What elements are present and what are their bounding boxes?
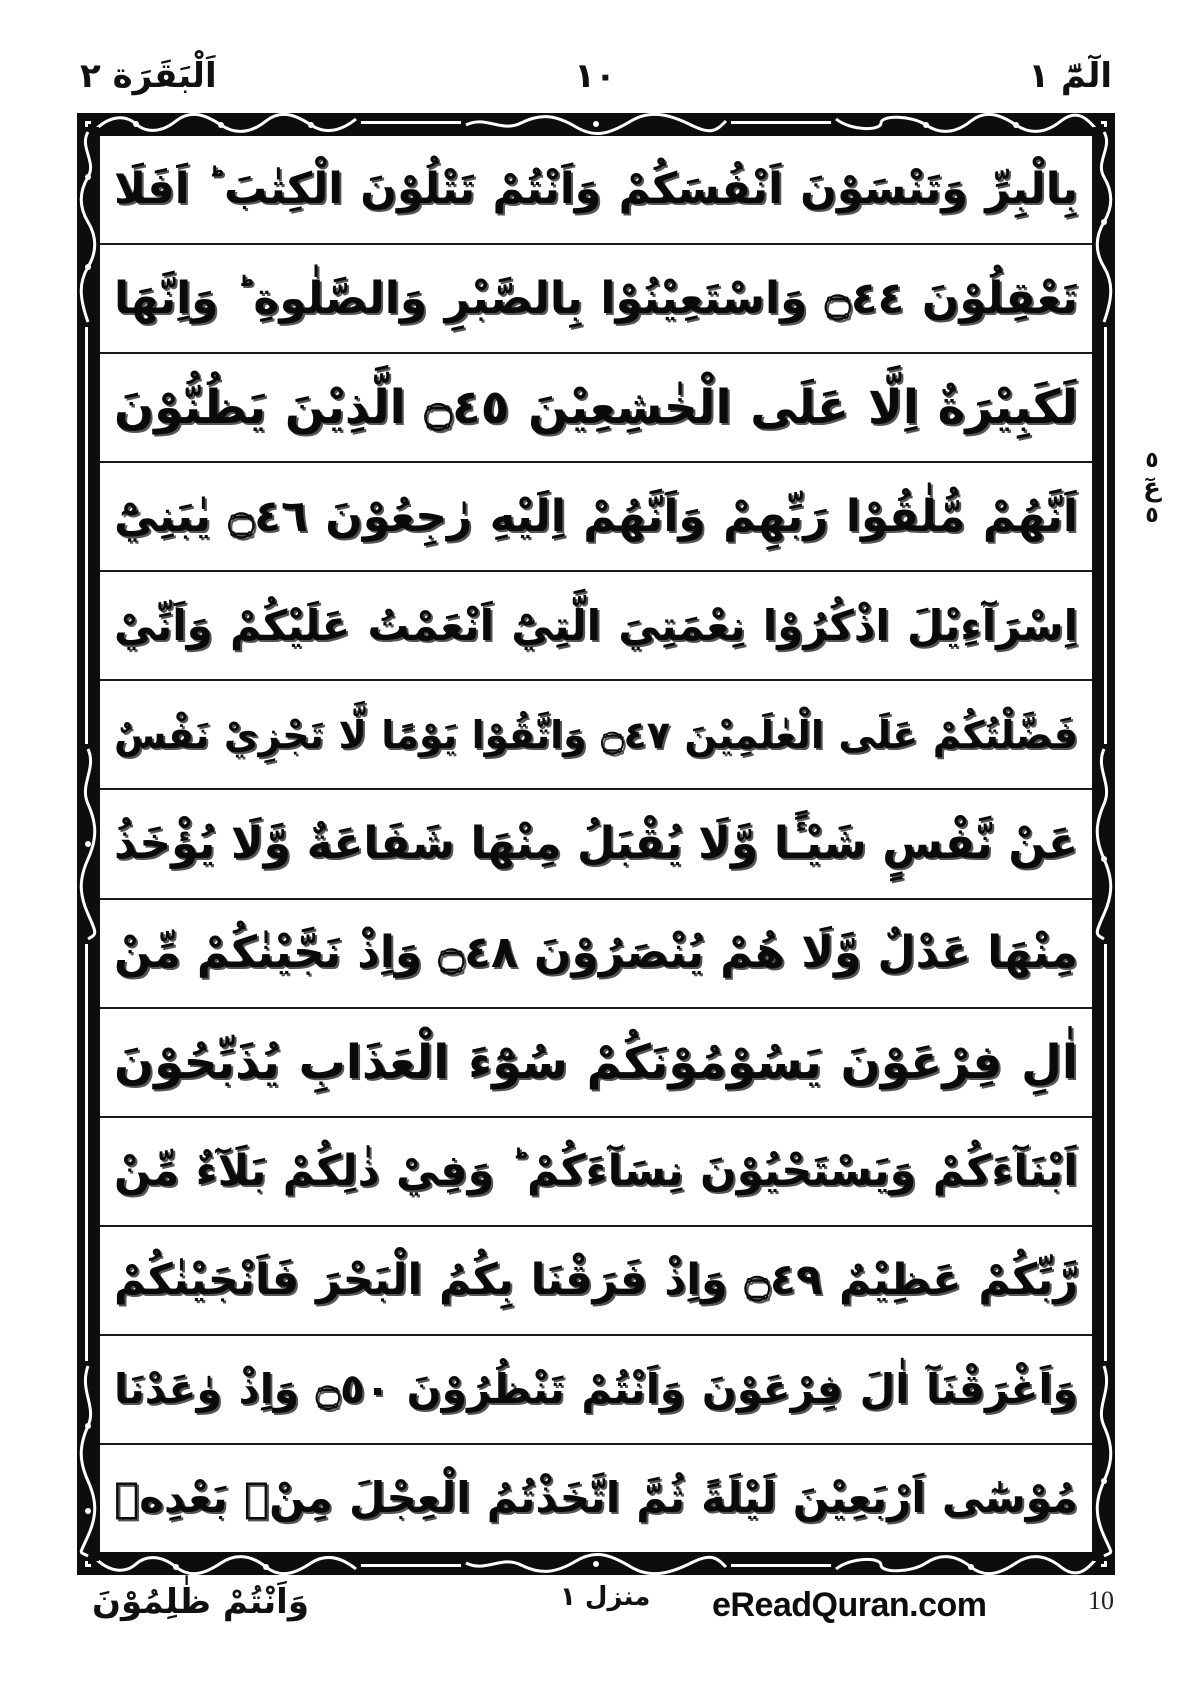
ruku-number-top: ٥ [1145,448,1159,473]
line-text: تَعْقِلُوْنَ ۝٤٤ وَاسْتَعِيْنُوْا بِالصَّبْرِ وَالصَّلٰوةِ ؕ وَاِنَّهَا [114,272,1078,324]
line-text: فَضَّلْتُكُمْ عَلَى الْعٰلَمِيْنَ ۝٤٧ وَاتَّقُوْا يَوْمًا لَّا تَجْزِيْ نَفْسٌ [114,712,1078,757]
ornament-left-bottom [77,1361,99,1561]
text-line [100,681,1092,790]
text-line [100,245,1092,354]
line-text: لَكَبِيْرَةٌ اِلَّا عَلَى الْخٰشِعِيْنَ ۝٤٥ الَّذِيْنَ يَظُنُّوْنَ [114,380,1078,436]
text-line [100,790,1092,899]
site-watermark: eReadQuran.com [712,1586,987,1624]
text-line [100,136,1092,245]
ornament-right-middle [1093,744,1115,944]
ornament-bottom-right [831,1553,1101,1575]
ornament-left-top [77,127,99,327]
line-text: اِسْرَآءِيْلَ اذْكُرُوْا نِعْمَتِيَ الَّتِيْٓ اَنْعَمْتُ عَلَيْكُمْ وَاَنِّيْ [114,600,1078,650]
line-text: اَنَّهُمْ مُّلٰقُوْا رَبِّهِمْ وَاَنَّهُمْ اِلَيْهِ رٰجِعُوْنَ ۝٤٦ يٰبَنِيْٓ [114,490,1078,542]
catchword: وَاَنْتُمْ ظٰلِمُوْنَ [92,1582,309,1622]
line-text: مُوْسٰٓى اَرْبَعِيْنَ لَيْلَةً ثُمَّ اتَّخَذْتُمُ الْعِجْلَ مِنْۢ بَعْدِهٖ [114,1473,1078,1523]
text-line [100,1009,1092,1118]
ruku-symbol: عٓ [1143,473,1161,503]
line-text: بِالْبِرِّ وَتَنْسَوْنَ اَنْفُسَكُمْ وَاَنْتُمْ تَتْلُوْنَ الْكِتٰبَ ؕ اَفَلَا [114,164,1078,215]
text-line [100,1118,1092,1227]
text-line [100,1227,1092,1336]
ornament-top-middle [461,113,731,135]
juz-name: الٓمّٓ ١ [1028,56,1112,96]
ruku-marker [1128,448,1176,558]
line-text: مِنْهَا عَدْلٌ وَّلَا هُمْ يُنْصَرُوْنَ ۝٤٨ وَاِذْ نَجَّيْنٰكُمْ مِّنْ [114,927,1078,979]
ruku-number-bottom: ٥ [1145,503,1159,528]
line-text: عَنْ نَّفْسٍ شَيْـًٔا وَّلَا يُقْبَلُ مِنْهَا شَفَاعَةٌ وَّلَا يُؤْخَذُ [114,818,1078,869]
ornament-top-left [91,113,361,135]
surah-name: اَلْبَقَرَة ٢ [80,56,217,96]
text-line [100,572,1092,681]
ornamental-frame [77,113,1115,1575]
line-text: وَاَغْرَقْنَآ اٰلَ فِرْعَوْنَ وَاَنْتُمْ تَنْظُرُوْنَ ۝٥٠ وَاِذْ وٰعَدْنَا [114,1364,1079,1413]
text-line [100,354,1092,463]
manzil-label: منزل ١ [560,1582,651,1612]
ornament-right-top [1093,127,1115,327]
page-number-arabic: ١٠ [574,56,616,96]
ornament-bottom-middle [461,1553,731,1575]
quran-lines [100,136,1092,1552]
ornament-right-bottom [1093,1361,1115,1561]
page-number: 10 [1088,1586,1114,1615]
ornament-top-right [831,113,1101,135]
text-line [100,1445,1092,1552]
line-text: اَبْنَآءَكُمْ وَيَسْتَحْيُوْنَ نِسَآءَكُمْ ؕ وَفِيْ ذٰلِكُمْ بَلَآءٌ مِّنْ [114,1145,1078,1196]
text-line [100,900,1092,1009]
text-area [100,136,1092,1552]
ornament-bottom-left [91,1553,361,1575]
ornament-left-middle [77,744,99,944]
page-footer [0,1582,1190,1642]
text-line [100,1336,1092,1445]
line-text: اٰلِ فِرْعَوْنَ يَسُوْمُوْنَكُمْ سُوْٓءَ الْعَذَابِ يُذَبِّحُوْنَ [114,1034,1078,1090]
page-header [0,50,1190,110]
line-text: رَّبِّكُمْ عَظِيْمٌ ۝٤٩ وَاِذْ فَرَقْنَا بِكُمُ الْبَحْرَ فَاَنْجَيْنٰكُمْ [114,1254,1078,1305]
text-line [100,463,1092,572]
